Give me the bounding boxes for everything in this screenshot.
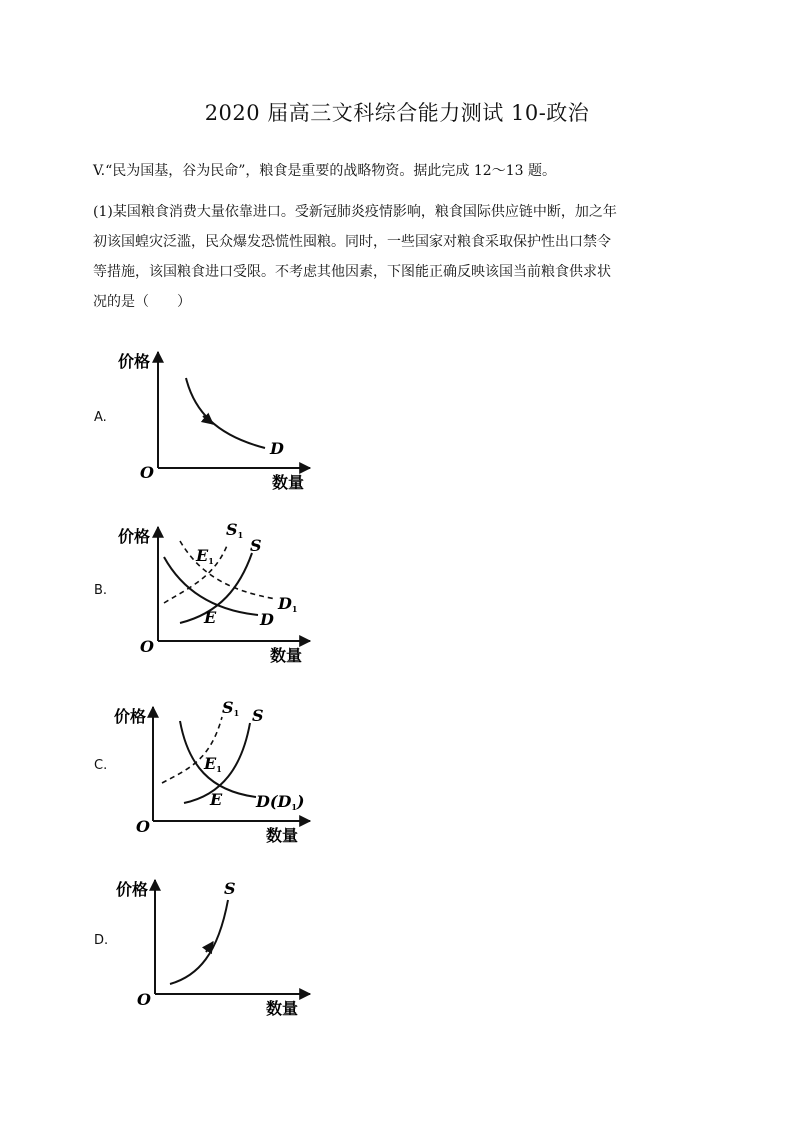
demand-curve-d bbox=[180, 721, 256, 797]
question-line: 等措施，该国粮食进口受限。不考虑其他因素，下图能正确反映该国当前粮食供求状 bbox=[93, 264, 611, 280]
question-text bbox=[93, 197, 703, 317]
d-label: D(D1) bbox=[256, 792, 305, 812]
x-axis-label: 数量 bbox=[270, 646, 303, 665]
s1-label: S1 bbox=[222, 698, 240, 718]
demand-curve-d1 bbox=[180, 541, 276, 599]
option-a-graph bbox=[110, 340, 320, 495]
d1-label: D1 bbox=[278, 594, 298, 614]
s1-label: S1 bbox=[226, 520, 244, 540]
option-c-graph bbox=[110, 695, 320, 850]
question-line: 初该国蝗灾泛滥，民众爆发恐慌性囤粮。同时，一些国家对粮食采取保护性出口禁令 bbox=[93, 234, 611, 250]
y-axis-label: 价格 bbox=[118, 352, 151, 371]
d-label: D bbox=[260, 610, 274, 629]
e-label: E bbox=[210, 790, 223, 809]
s-label: S bbox=[250, 536, 262, 555]
origin-label: O bbox=[137, 990, 151, 1009]
s-label: S bbox=[224, 879, 236, 898]
y-axis-label: 价格 bbox=[114, 707, 147, 726]
demand-label: D bbox=[270, 439, 284, 458]
supply-curve-s bbox=[170, 900, 228, 984]
x-axis-label: 数量 bbox=[266, 826, 299, 845]
e1-label: E1 bbox=[196, 546, 214, 566]
question-line: 况的是（ ） bbox=[93, 294, 191, 310]
page-title: 2020 届高三文科综合能力测试 10-政治 bbox=[204, 101, 590, 125]
option-d-graph bbox=[110, 868, 320, 1023]
option-c-label[interactable]: C. bbox=[94, 758, 108, 773]
option-d-label[interactable]: D. bbox=[94, 933, 109, 948]
option-b-label[interactable]: B. bbox=[94, 583, 108, 598]
y-axis-label: 价格 bbox=[116, 880, 149, 899]
y-axis-label: 价格 bbox=[118, 527, 151, 546]
s-label: S bbox=[252, 706, 264, 725]
e1-label: E1 bbox=[204, 754, 222, 774]
option-a-label[interactable]: A. bbox=[94, 410, 107, 425]
demand-curve bbox=[186, 378, 265, 448]
e-label: E bbox=[204, 608, 217, 627]
origin-label: O bbox=[140, 463, 154, 482]
question-line: (1)某国粮食消费大量依靠进口。受新冠肺炎疫情影响，粮食国际供应链中断，加之年 bbox=[93, 204, 617, 220]
origin-label: O bbox=[140, 637, 154, 656]
option-b-graph bbox=[110, 515, 320, 670]
x-axis-label: 数量 bbox=[272, 473, 305, 492]
supply-curve-s1 bbox=[162, 717, 222, 783]
intro-text: V.“民为国基，谷为民命”，粮食是重要的战略物资。据此完成 12～13 题。 bbox=[93, 163, 556, 179]
origin-label: O bbox=[136, 817, 150, 836]
x-axis-label: 数量 bbox=[266, 999, 299, 1018]
